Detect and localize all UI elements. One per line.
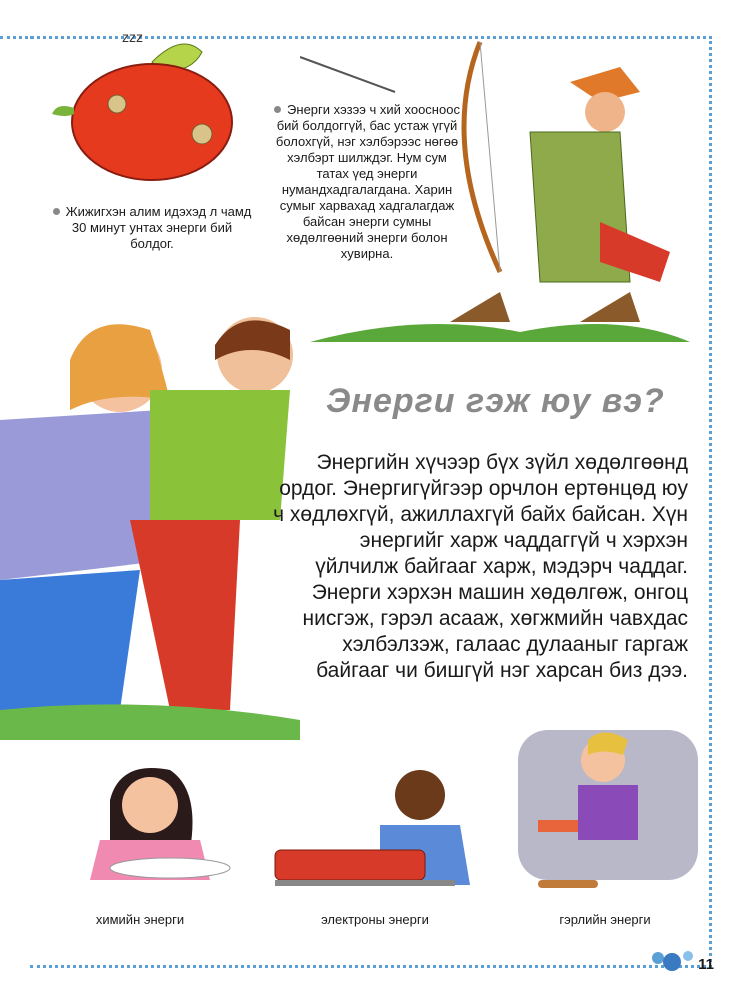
label-electron-energy: электроны энерги bbox=[321, 912, 429, 927]
label-light-energy: гэрлийн энерги bbox=[559, 912, 651, 927]
bullet-icon bbox=[53, 208, 60, 215]
label-chemical-energy: химийн энерги bbox=[95, 912, 185, 927]
decorative-bubbles-icon bbox=[650, 946, 700, 976]
running-kids-illustration bbox=[0, 300, 300, 740]
archer-caption: Энерги хэзээ ч хий хоосноос бий болдоггүй, бас устаж үгүй болохгүй, нэг хэлбэрээс нөгөө хэлбэрт шилждэг. Нум сум татах үед энерги нумандхадгалагдана. Харин сумыг харвахад хадгалагдаж байсан энерги сумны хөдөлгөөний энерги болон хувирна. bbox=[275, 102, 460, 261]
boy-train-illustration bbox=[270, 765, 490, 895]
apple-caption: Жижигхэн алим идэхэд л чамд 30 минут унтах энерги бий болдог. bbox=[52, 204, 252, 252]
bullet-icon bbox=[274, 106, 281, 113]
svg-text:zzz: zzz bbox=[122, 29, 143, 45]
page-title: Энерги гэж юу вэ? bbox=[326, 382, 665, 420]
body-text: Энергийн хүчээр бүх зүйл хөдөлгөөнд ордог. Энергигүйгээр орчлон ертөнцөд юу ч хөдлөхгүй, ажиллахгүй байх байсан. Хүн энергийг харж чаддаггүй ч хэрхэн үйлчилж байгааг харж, мэдэрч чаддаг. Энерги хэрхэн машин хөдөлгөж, онгоц нисгэж, гэрэл асааж, хөгжмийн чавхдас хэлбэлзэж, галаас дулааныг гаргаж байгааг чи бишгүй нэг харсан биз дээ. bbox=[273, 451, 688, 682]
page-number: 11 bbox=[698, 956, 714, 973]
archer-illustration bbox=[300, 22, 700, 352]
girl-eating-illustration bbox=[60, 760, 240, 880]
boy-flashlight-illustration bbox=[518, 730, 698, 900]
apple-illustration bbox=[52, 22, 252, 192]
